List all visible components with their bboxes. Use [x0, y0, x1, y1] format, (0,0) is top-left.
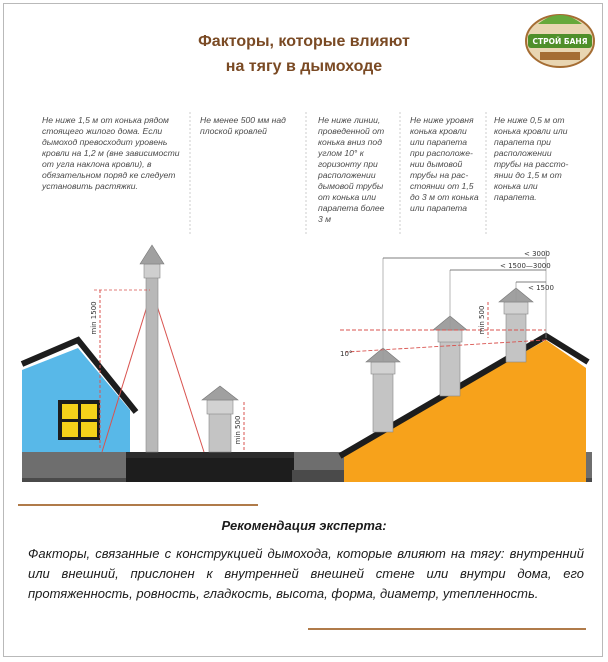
logo-text: СТРОЙ БАНЯ — [532, 37, 588, 46]
recommendation-text: Факторы, связанные с конструкцией дымохода, которые влияют на тягу: внутренний или внешний, прислонен к внутренней внешней стене или внутри дома, его протяженность, ровность, гладкость, высота, форма, диаметр, утепленность. — [28, 546, 584, 601]
note-4: Не ниже уровня конька кровли или парапета при расположе-нии дымовой трубы на рас-стоянии от 1,5 до 3 м от конька или парапета — [410, 115, 479, 213]
label-1500-3000: < 1500—3000 — [500, 262, 551, 270]
divider-top — [18, 504, 258, 506]
label-min500-roof: min 500 — [478, 305, 486, 335]
window-pane — [81, 404, 97, 419]
note-5: Не ниже 0,5 м от конька кровли или парапета при расположении трубы на рассто-янии до 1,5 м от конька или парапета. — [494, 115, 569, 202]
title-line-2: на тягу в дымоходе — [225, 58, 383, 75]
guy-wire — [152, 290, 204, 452]
label-lt1500: < 1500 — [528, 284, 554, 292]
chimney-cap — [202, 386, 238, 400]
note-3: Не ниже линии, проведенной от конька вниз под углом 10° к горизонту при расположении дымовой трубы от конька или парапета более 3 м — [318, 115, 385, 224]
note-1: Не ниже 1,5 м от конька рядом стоящего жилого дома. Если дымоход превосходит уровень кровли на 1,2 м (вне зависимости от угла наклона кровли), в обязательном поряд ке следует установить растяжки. — [42, 115, 180, 191]
window-pane — [62, 422, 78, 437]
label-angle: 10° — [340, 350, 353, 358]
title-line-1: Факторы, которые влияют — [198, 33, 410, 50]
flat-roof-chimney — [202, 386, 238, 452]
flat-roof-parapet — [126, 452, 294, 458]
note-2: Не менее 500 мм над плоской кровлей — [200, 115, 286, 136]
label-min500-flat: min 500 — [234, 415, 242, 445]
window-pane — [62, 404, 78, 419]
window-pane — [81, 422, 97, 437]
recommendation-title: Рекомендация эксперта: — [221, 518, 387, 533]
chimney-cap — [140, 245, 164, 264]
label-gt3000: < 3000 — [524, 250, 550, 258]
divider-bottom — [308, 628, 586, 630]
flat-roof-building — [126, 456, 294, 482]
label-min1500: min 1500 — [90, 301, 98, 335]
